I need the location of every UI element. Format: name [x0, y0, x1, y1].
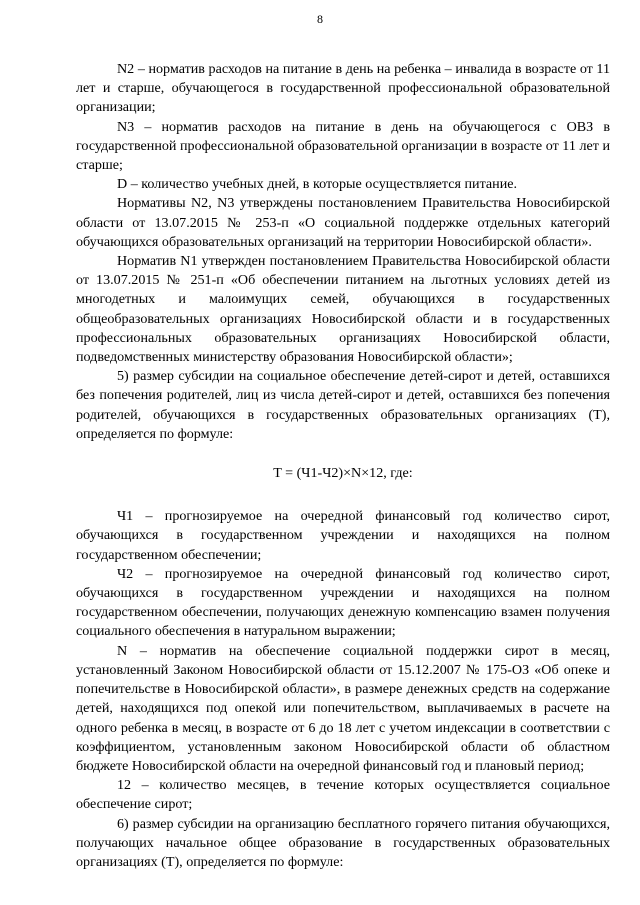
paragraph-item-5: 5) размер субсидии на социальное обеспечение детей-сирот и детей, оставшихся без попечения родителей, лиц из числа детей-сирот и детей, оставшихся без попечения родителей, обучающихся в государственных образовательных организациях (T), определяется по формуле:	[76, 368, 610, 442]
paragraph-n: N – норматив на обеспечение социальной поддержки сирот в месяц, установленный Законом Новосибирской области от 15.12.2007 № 175-ОЗ «Об опеке и попечительстве в Новосибирской области», в размере денежных средств на содержание детей, находящихся под опекой или попечительством, выплачиваемых в расчете на одного ребенка в месяц, в возрасте от 6 до 18 лет с учетом индексации в соответствии с коэффициентом, установленным законом Новосибирской области об областном бюджете Новосибирской области на очередной финансовый год и плановый период;	[76, 642, 610, 774]
paragraph-norms-n2-n3: Нормативы N2, N3 утверждены постановлением Правительства Новосибирской области от 13.07.2015 № 253-п «О социальной поддержке отдельных категорий обучающихся образовательных организаций на территории Новосибирской области».	[76, 195, 610, 250]
paragraph-ch1: Ч1 – прогнозируемое на очередной финансовый год количество сирот, обучающихся в государственном учреждении и находящихся на полном государственном обеспечении;	[76, 508, 610, 563]
document-body	[76, 60, 610, 872]
page-number: 8	[317, 12, 323, 26]
paragraph-12: 12 – количество месяцев, в течение которых осуществляется социальное обеспечение сирот;	[76, 777, 610, 813]
paragraph-d: D – количество учебных дней, в которые осуществляется питание.	[117, 176, 518, 193]
paragraph-norm-n1: Норматив N1 утвержден постановлением Правительства Новосибирской области от 13.07.2015 № 251-п «Об обеспечении питанием на льготных условиях детей из многодетных и малоимущих семей, обучающихся в государственных общеобразовательных организациях Новосибирской области и в государственных профессиональных образовательных организациях Новосибирской области, подведомственных министерству образования Новосибирской области»;	[76, 253, 610, 366]
paragraph-item-6: 6) размер субсидии на организацию бесплатного горячего питания обучающихся, получающих начальное общее образование в государственных образовательных организациях (T), определяется по формуле:	[76, 815, 610, 870]
formula: T = (Ч1-Ч2)×N×12, где:	[273, 465, 413, 482]
paragraph-ch2: Ч2 – прогнозируемое на очередной финансовый год количество сирот, обучающихся в государственном учреждении и находящихся на полном государственном обеспечении, получающих денежную компенсацию взамен получения социального обеспечения в натуральном выражении;	[76, 565, 610, 640]
paragraph-n3: N3 – норматив расходов на питание в день на обучающегося с ОВЗ в государственной профессиональной образовательной организации в возрасте от 11 лет и старше;	[76, 118, 610, 174]
paragraph-n2: N2 – норматив расходов на питание в день на ребенка – инвалида в возрасте от 11 лет и старше, обучающегося в государственной профессиональной образовательной организации;	[76, 61, 610, 116]
